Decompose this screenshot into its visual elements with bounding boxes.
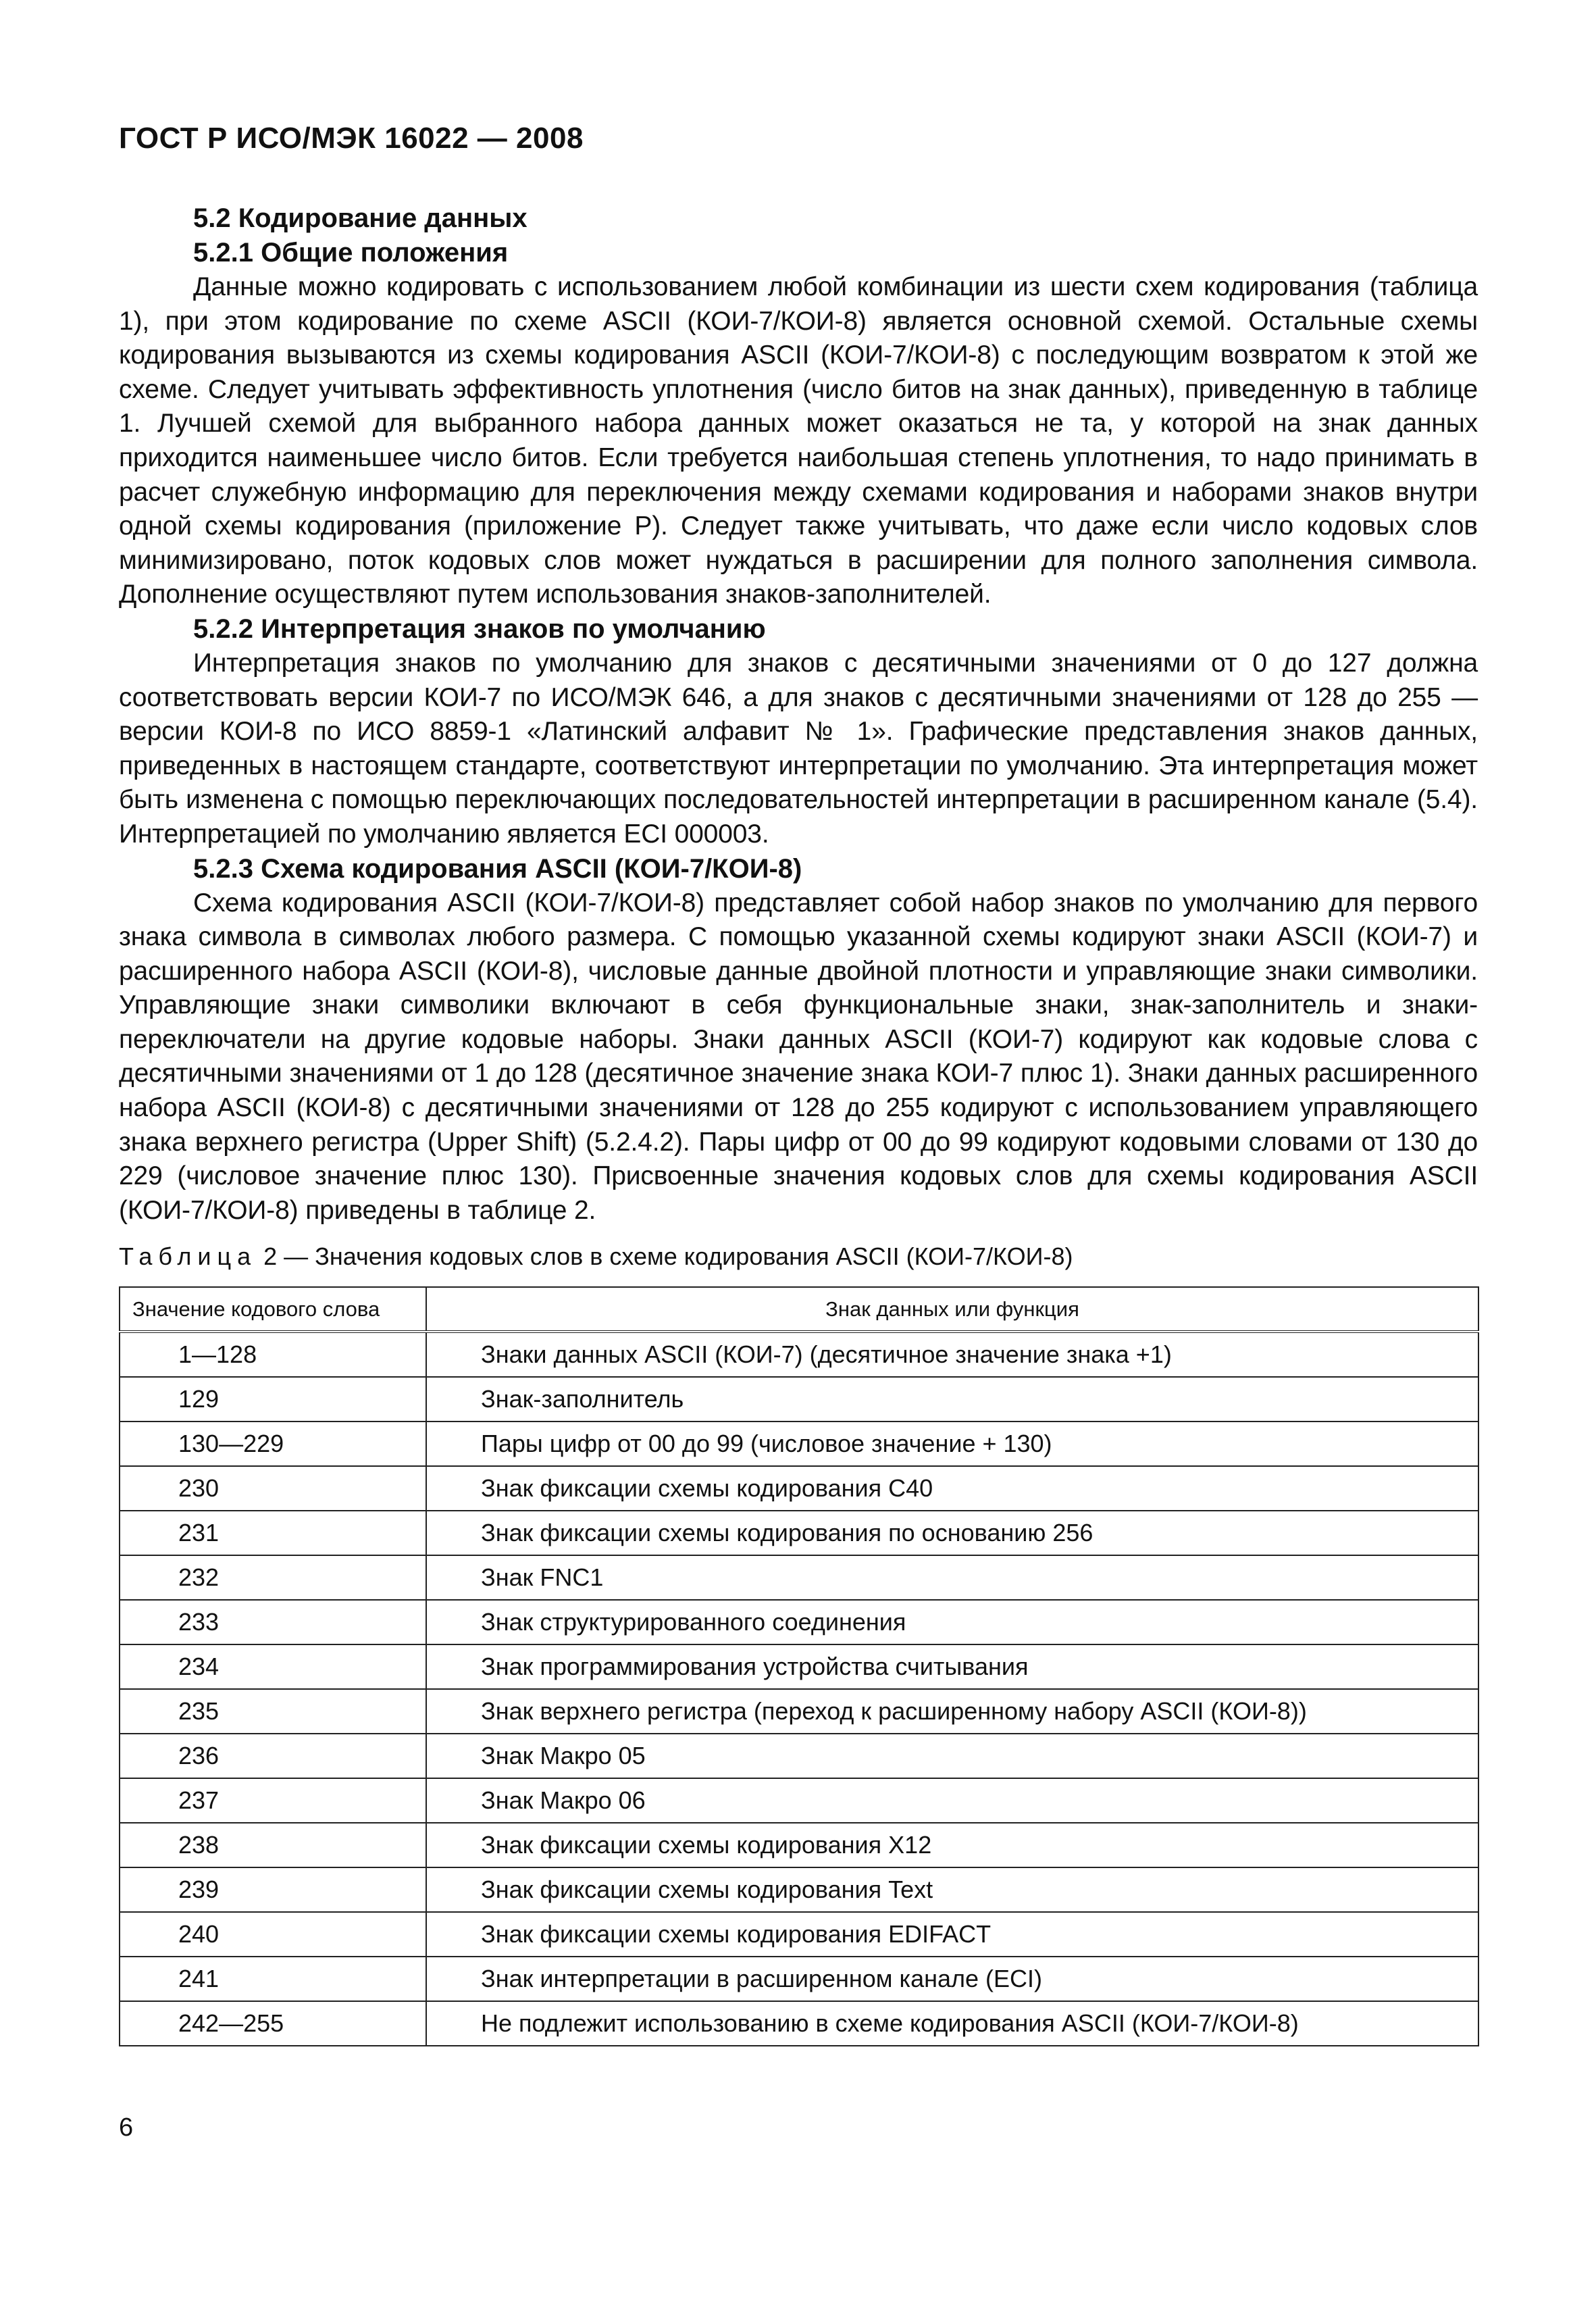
table-row bbox=[120, 1422, 1478, 1466]
column-header-function: Знак данных или функция bbox=[426, 1287, 1478, 1332]
codeword-value: 130—229 bbox=[120, 1422, 426, 1466]
codeword-function: Знак фиксации схемы кодирования С40 bbox=[426, 1466, 1478, 1511]
table-row bbox=[120, 1823, 1478, 1867]
table-row bbox=[120, 1867, 1478, 1912]
codeword-value: 232 bbox=[120, 1555, 426, 1600]
codeword-function: Знак фиксации схемы кодирования EDIFACT bbox=[426, 1912, 1478, 1957]
table-row bbox=[120, 1734, 1478, 1778]
codeword-function: Пары цифр от 00 до 99 (числовое значение + 130) bbox=[426, 1422, 1478, 1466]
codeword-function: Знаки данных ASCII (КОИ-7) (десятичное значение знака +1) bbox=[426, 1332, 1478, 1377]
paragraph-5-2-3: Схема кодирования ASCII (КОИ-7/КОИ-8) представляет собой набор знаков по умолчанию для первого знака символа в символах любого размера. С помощью указанной схемы кодируют знаки ASCII (КОИ-7) и расширенного набора ASCII (КОИ-8), числовые данные двойной плотности и управляющие знаки символики. Управляющие знаки символики включают в себя функциональные знаки, знак-заполнитель и знаки-переключатели на другие кодовые наборы. Знаки данных ASCII (КОИ-7) кодируют как кодовые слова с десятичными значениями от 1 до 128 (десятичное значение знака КОИ-7 плюс 1). Знаки данных расширенного набора ASCII (КОИ-8) с десятичными значениями от 128 до 255 кодируют с использованием управляющего знака верхнего регистра (Upper Shift) (5.2.4.2). Пары цифр от 00 до 99 кодируют кодовыми словами от 130 до 229 (числовое значение плюс 130). Присвоенные значения кодовых слов для схемы кодирования ASCII (КОИ-7/КОИ-8) приведены в таблице 2. bbox=[119, 888, 1478, 1225]
codeword-value: 242—255 bbox=[120, 2001, 426, 2046]
codeword-value: 129 bbox=[120, 1377, 426, 1422]
codeword-function: Знак фиксации схемы кодирования Х12 bbox=[426, 1823, 1478, 1867]
codeword-value: 241 bbox=[120, 1957, 426, 2001]
codeword-value: 237 bbox=[120, 1778, 426, 1823]
table-row bbox=[120, 1377, 1478, 1422]
table-row bbox=[120, 1555, 1478, 1600]
codeword-value: 235 bbox=[120, 1689, 426, 1734]
codeword-function: Не подлежит использованию в схеме кодирования ASCII (КОИ-7/КОИ-8) bbox=[426, 2001, 1478, 2046]
table-row bbox=[120, 1600, 1478, 1644]
codeword-function: Знак интерпретации в расширенном канале (ECI) bbox=[426, 1957, 1478, 2001]
codeword-function: Знак Макро 05 bbox=[426, 1734, 1478, 1778]
document-body bbox=[119, 201, 1478, 1228]
table-row bbox=[120, 2001, 1478, 2046]
section-heading-5-2-2: 5.2.2 Интерпретация знаков по умолчанию bbox=[193, 613, 766, 644]
codeword-value: 231 bbox=[120, 1511, 426, 1555]
codeword-table bbox=[119, 1286, 1479, 2046]
table-row bbox=[120, 1332, 1478, 1377]
codeword-function: Знак-заполнитель bbox=[426, 1377, 1478, 1422]
table-row bbox=[120, 1466, 1478, 1511]
table-row bbox=[120, 1957, 1478, 2001]
codeword-value: 240 bbox=[120, 1912, 426, 1957]
codeword-function: Знак Макро 06 bbox=[426, 1778, 1478, 1823]
codeword-value: 236 bbox=[120, 1734, 426, 1778]
table-row bbox=[120, 1912, 1478, 1957]
codeword-function: Знак фиксации схемы кодирования по основанию 256 bbox=[426, 1511, 1478, 1555]
table-row bbox=[120, 1644, 1478, 1689]
codeword-function: Знак FNC1 bbox=[426, 1555, 1478, 1600]
page-header: ГОСТ Р ИСО/МЭК 16022 — 2008 bbox=[119, 122, 584, 155]
table-row bbox=[120, 1778, 1478, 1823]
section-heading-5-2-3: 5.2.3 Схема кодирования ASCII (КОИ-7/КОИ-8) bbox=[193, 853, 802, 884]
codeword-function: Знак программирования устройства считывания bbox=[426, 1644, 1478, 1689]
codeword-function: Знак верхнего регистра (переход к расширенному набору ASCII (КОИ-8)) bbox=[426, 1689, 1478, 1734]
table-row bbox=[120, 1511, 1478, 1555]
table-caption bbox=[119, 1242, 1073, 1272]
section-heading-5-2-1: 5.2.1 Общие положения bbox=[193, 238, 509, 268]
table-caption-text: 2 — Значения кодовых слов в схеме кодирования ASCII (КОИ-7/КОИ-8) bbox=[257, 1242, 1073, 1270]
codeword-value: 233 bbox=[120, 1600, 426, 1644]
paragraph-5-2-1: Данные можно кодировать с использованием любой комбинации из шести схем кодирования (таблица 1), при этом кодирование по схеме ASCII (КОИ-7/КОИ-8) является основной схемой. Остальные схемы кодирования вызываются из схемы кодирования ASCII (КОИ-7/КОИ-8) с последующим возвратом к этой же схеме. Следует учитывать эффективность уплотнения (число битов на знак данных), приведенную в таблице 1. Лучшей схемой для выбранного набора данных может оказаться не та, у которой на знак данных приходится наименьшее число битов. Если требуется наибольшая степень уплотнения, то надо принимать в расчет служебную информацию для переключения между схемами кодирования и наборами знаков внутри одной схемы кодирования (приложение Р). Следует также учитывать, что даже если число кодовых слов минимизировано, поток кодовых слов может нуждаться в расширении для полного заполнения символа. Дополнение осуществляют путем использования знаков-заполнителей. bbox=[119, 272, 1478, 609]
table-row bbox=[120, 1689, 1478, 1734]
page-number: 6 bbox=[119, 2113, 134, 2142]
paragraph-5-2-2: Интерпретация знаков по умолчанию для знаков с десятичными значениями от 0 до 127 должна соответствовать версии КОИ-7 по ИСО/МЭК 646, а для знаков с десятичными значениями от 128 до 255 — версии КОИ-8 по ИСО 8859-1 «Латинский алфавит № 1». Графические представления знаков данных, приведенных в настоящем стандарте, соответствуют интерпретации по умолчанию. Эта интерпретация может быть изменена с помощью переключающих последовательностей интерпретации в расширенном канале (5.4). Интерпретацией по умолчанию является ECI 000003. bbox=[119, 648, 1478, 849]
codeword-value: 239 bbox=[120, 1867, 426, 1912]
codeword-value: 230 bbox=[120, 1466, 426, 1511]
column-header-codeword: Значение кодового слова bbox=[120, 1287, 426, 1332]
table-caption-label: Таблица bbox=[119, 1242, 257, 1270]
codeword-value: 234 bbox=[120, 1644, 426, 1689]
codeword-value: 238 bbox=[120, 1823, 426, 1867]
codeword-function: Знак структурированного соединения bbox=[426, 1600, 1478, 1644]
codeword-value: 1—128 bbox=[120, 1332, 426, 1377]
codeword-function: Знак фиксации схемы кодирования Text bbox=[426, 1867, 1478, 1912]
section-heading-5-2: 5.2 Кодирование данных bbox=[193, 203, 527, 233]
table-header-row bbox=[120, 1287, 1478, 1332]
